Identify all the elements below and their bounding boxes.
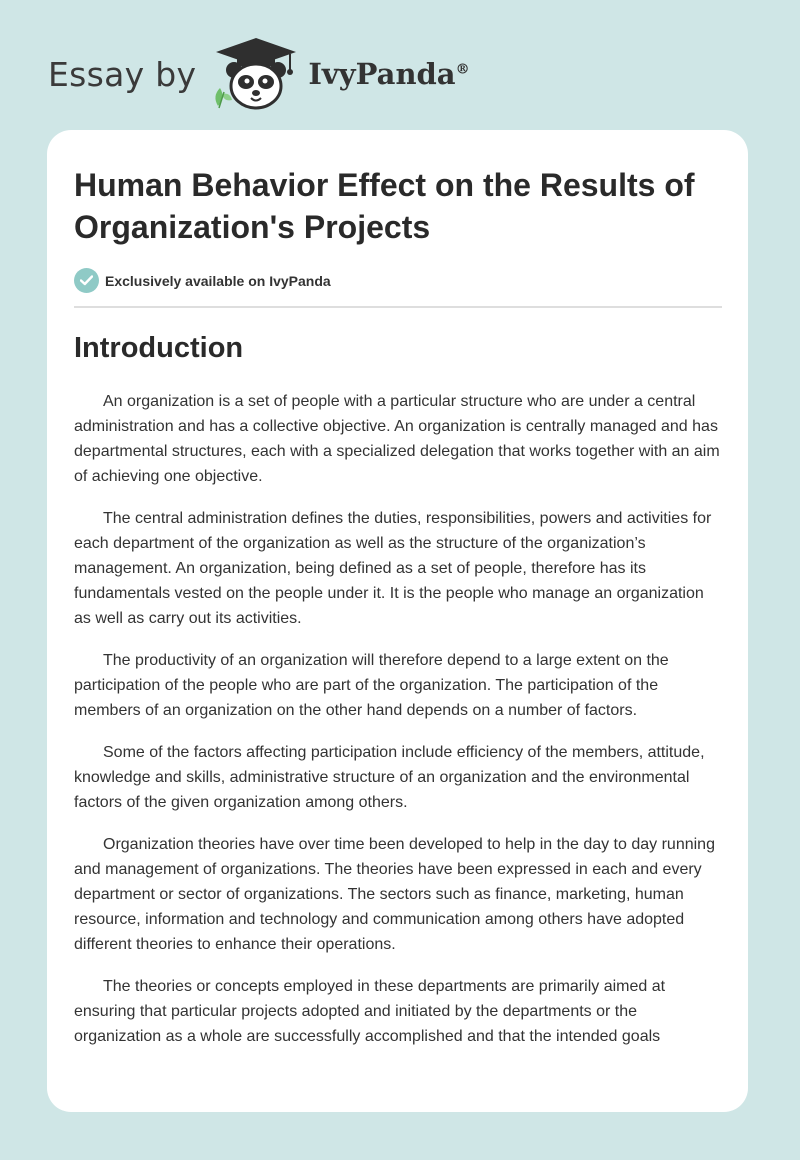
paragraph: The central administration defines the duties, responsibilities, powers and activities for each department of the organization as well as the structure of the organization’s management. An organization, being defined as a set of people, therefore has its fundamentals vested on the people under it. It is the people who manage an organization as well as carry out its activities. xyxy=(74,510,712,627)
paragraph: The productivity of an organization will therefore depend to a large extent on the participation of the people who are part of the organization. The participation of the members of an organization on the other hand depends on a number of factors. xyxy=(74,652,669,719)
paragraph: The theories or concepts employed in these departments are primarily aimed at ensuring that particular projects adopted and initiated by the departments or the organization as a whole are successfully accomplished and that the intended goals xyxy=(74,978,666,1045)
paragraph: Organization theories have over time been developed to help in the day to day running and management of organizations. The theories have been expressed in each and every department or sector of organizations. The sectors such as finance, marketing, human resource, information and technology and communication among others have adopted different theories to enhance their operations. xyxy=(74,836,715,953)
essay-card xyxy=(47,130,748,1112)
essay-title: Human Behavior Effect on the Results of Organization's Projects xyxy=(74,167,695,245)
registered-mark: ® xyxy=(455,61,470,78)
brand-header[interactable] xyxy=(48,34,470,114)
panda-logo-icon xyxy=(210,36,302,112)
paragraph: An organization is a set of people with a particular structure who are under a central administration and has a collective objective. An organization is centrally managed and has departmental structures, each with a specialized delegation that works together with an aim of achieving one objective. xyxy=(74,393,720,485)
brand-prefix: Essay by xyxy=(48,54,197,94)
exclusive-badge xyxy=(74,268,722,308)
section-heading: Introduction xyxy=(74,332,244,364)
check-icon xyxy=(74,268,99,293)
brand-name: IvyPanda® xyxy=(308,57,470,91)
paragraph: Some of the factors affecting participation include efficiency of the members, attitude, knowledge and skills, administrative structure of an organization and the environmental factors of the given organization among others. xyxy=(74,744,705,811)
exclusive-label: Exclusively available on IvyPanda xyxy=(105,272,331,289)
